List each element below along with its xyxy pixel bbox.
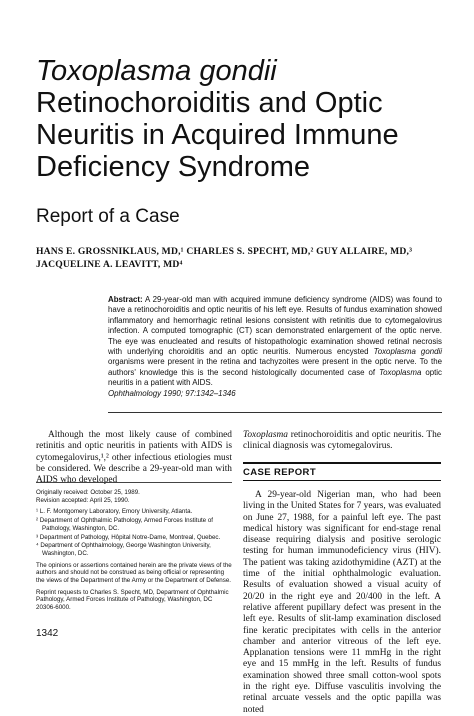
abstract-text-1: A 29-year-old man with acquired immune deficiency syndrome (AIDS) was found to have a retinochoroiditis and optic neuritis of his left eye. Results of fundus examination showed inflammatory and hemorrhagic retinal lesions consistent with retinitis due to cytomegalovirus infection. A computed tomographic (CT) scan demonstrated enlargement of the optic nerve. The eye was enucleated and results of histopathologic examination showed retinal necrosis with underlying choroiditis and an optic neuritis. Numerous encysted: [108, 295, 442, 357]
abstract-text-2: organisms were present in the retina and tachyzoites were present in the optic nerve. To the authors' knowledge this is the second histologically documented case of: [108, 357, 442, 377]
note-received: Originally received: October 25, 1989.: [36, 489, 140, 496]
authors: [36, 245, 436, 271]
note-affiliation-3: ³ Department of Pathology, Hôpital Notre-Dame, Montreal, Quebec.: [36, 533, 221, 541]
footnote-divider: [36, 482, 232, 483]
case-report-heading-box: [243, 462, 441, 481]
note-reprint: Reprint requests to Charles S. Specht, MD, Department of Ophthalmic Pathology, Armed Forces Institute of Pathology, Washington, DC 20306-6000.: [36, 588, 229, 612]
title-line-3: Neuritis in Acquired Immune: [36, 119, 399, 151]
authors-line-1: HANS E. GROSSNIKLAUS, MD,¹ CHARLES S. SPECHT, MD,² GUY ALLAIRE, MD,³: [36, 246, 413, 257]
note-revision: Revision accepted: April 25, 1990.: [36, 496, 130, 504]
note-disclaimer: The opinions or assertions contained herein are the private views of the authors and should not be construed as being official or representing the views of the Department of the Army or the Department of Defense.: [36, 561, 232, 585]
case-report-text: A 29-year-old Nigerian man, who had been living in the United States for 7 years, was evaluated on June 27, 1988, for a painful left eye. The past medical history was significant for end-stage renal disease requiring dialysis and positive serologic testing for human immunodeficiency virus (HIV). The patient was taking azidothymidine (AZT) at the time of the initial ophthalmologic evaluation. Results of evaluation showed a visual acuity of 20/20 in the right eye and 20/400 in the left. A relative afferent pupillary defect was present in the left eye. Results of slit-lamp examination disclosed fine keratic precipitates with cells in the anterior chamber and anterior vitreous of the left eye. Applanation tensions were 11 mmHg in the right eye and 15 mmHg in the left. Results of fundus examination showed three small cotton-wool spots in the right eye. Diffuse vasculitis involving the retinal arcuate vessels and the optic papilla was noted: [243, 490, 441, 715]
intro-col2-italic: Toxoplasma: [243, 430, 288, 440]
subtitle: Report of a Case: [36, 206, 180, 227]
title-line-4: Deficiency Syndrome: [36, 151, 310, 183]
title-italic-line: Toxoplasma gondii: [36, 55, 277, 87]
title-line-2: Retinochoroiditis and Optic: [36, 87, 383, 119]
page-number: 1342: [36, 628, 59, 639]
intro-column-1: Although the most likely cause of combined retinitis and optic neuritis in patients with AIDS is cytomegalovirus,¹,² other infectious etiologies must be considered. We describe a 29-year-old man with AIDS who developed: [36, 430, 232, 486]
abstract-text-3: optic neuritis in a patient with AIDS.: [108, 367, 442, 388]
abstract-divider: [108, 412, 442, 413]
abstract-citation: Ophthalmology 1990; 97:1342–1346: [108, 388, 236, 398]
abstract-italic-1: Toxoplasma gondii: [373, 347, 442, 357]
authors-line-2: JACQUELINE A. LEAVITT, MD⁴: [36, 259, 183, 270]
note-affiliation-4: ⁴ Department of Ophthalmology, George Washington University, Washington, DC.: [36, 542, 211, 557]
note-affiliation-1: ¹ L. F. Montgomery Laboratory, Emory University, Atlanta.: [36, 508, 193, 516]
abstract: [108, 295, 442, 399]
abstract-label: Abstract:: [108, 295, 143, 304]
case-report-heading: CASE REPORT: [243, 467, 317, 478]
abstract-italic-2: Toxoplasma: [379, 367, 422, 377]
intro-col2-text: retinochoroiditis and optic neuritis. The clinical diagnosis was cytomegalovirus.: [243, 430, 441, 452]
note-affiliation-2: ² Department of Ophthalmic Pathology, Armed Forces Institute of Pathology, Washington, DC.: [36, 517, 213, 532]
footnotes: [36, 489, 232, 616]
intro-column-2: [243, 430, 441, 453]
